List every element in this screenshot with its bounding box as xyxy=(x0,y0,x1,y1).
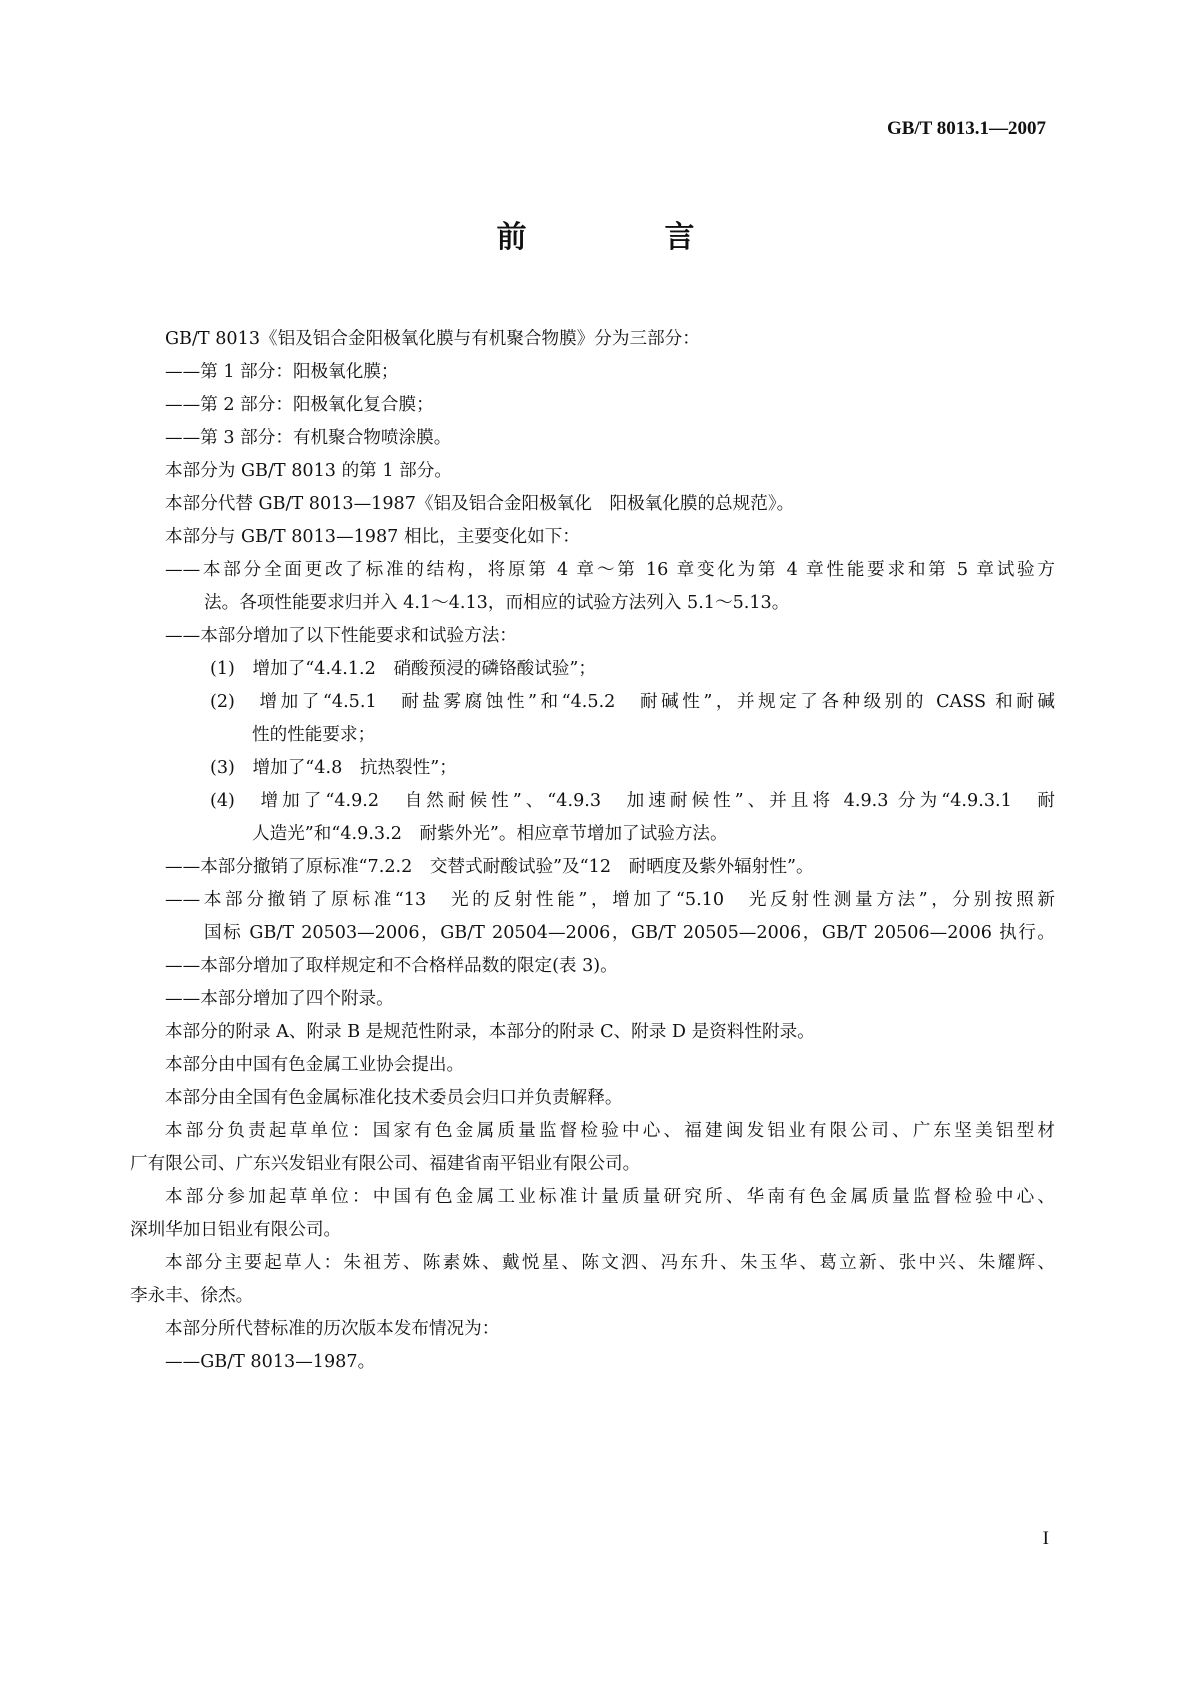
list-item: ——第 1 部分：阳极氧化膜； xyxy=(165,362,399,382)
paragraph-line: 李永丰、徐杰。 xyxy=(130,1286,254,1306)
paragraph-line: 本部分与 GB/T 8013—1987 相比，主要变化如下： xyxy=(165,527,580,547)
page-number: I xyxy=(1042,1528,1049,1549)
list-item-continuation: 法。各项性能要求归并入 4.1～4.13，而相应的试验方法列入 5.1～5.13。 xyxy=(204,593,790,613)
list-item: ——本部分增加了取样规定和不合格样品数的限定(表 3)。 xyxy=(165,956,618,976)
list-item: ——本部分增加了四个附录。 xyxy=(165,989,394,1009)
paragraph-line: 本部分代替 GB/T 8013—1987《铝及铝合金阳极氧化 阳极氧化膜的总规范》。 xyxy=(165,494,795,514)
list-item: ——本部分增加了以下性能要求和试验方法： xyxy=(165,626,517,646)
foreword-body xyxy=(130,323,1055,1379)
paragraph-line: 本部分主要起草人：朱祖芳、陈素姝、戴悦星、陈文泗、冯东升、朱玉华、葛立新、张中兴、朱耀辉、 xyxy=(165,1253,1055,1273)
paragraph-line: 本部分由全国有色金属标准化技术委员会归口并负责解释。 xyxy=(165,1088,623,1108)
paragraph-line: 本部分负责起草单位：国家有色金属质量监督检验中心、福建闽发铝业有限公司、广东坚美铝型材 xyxy=(165,1121,1055,1141)
list-item: ——本部分撤销了原标准“7.2.2 交替式耐酸试验”及“12 耐晒度及紫外辐射性”。 xyxy=(165,857,814,877)
paragraph-line: 本部分为 GB/T 8013 的第 1 部分。 xyxy=(165,461,452,481)
paragraph-line: 深圳华加日铝业有限公司。 xyxy=(130,1220,342,1240)
list-item: ——本部分全面更改了标准的结构，将原第 4 章～第 16 章变化为第 4 章性能要求和第 5 章试验方 xyxy=(165,560,1055,580)
sub-list-item-continuation: 性的性能要求； xyxy=(252,725,376,745)
sub-list-item: (4) 增加了“4.9.2 自然耐候性”、“4.9.3 加速耐候性”、并且将 4.9.3 分为“4.9.3.1 耐 xyxy=(210,791,1055,811)
sub-list-item: (2) 增加了“4.5.1 耐盐雾腐蚀性”和“4.5.2 耐碱性”，并规定了各种级别的 CASS 和耐碱 xyxy=(210,692,1055,712)
list-item: ——第 3 部分：有机聚合物喷涂膜。 xyxy=(165,428,452,448)
sub-list-item: (1) 增加了“4.4.1.2 硝酸预浸的磷铬酸试验”； xyxy=(210,659,596,679)
list-item: ——第 2 部分：阳极氧化复合膜； xyxy=(165,395,434,415)
sub-list-item: (3) 增加了“4.8 抗热裂性”； xyxy=(210,758,457,778)
paragraph-line: 本部分参加起草单位：中国有色金属工业标准计量质量研究所、华南有色金属质量监督检验中心、 xyxy=(165,1187,1055,1207)
list-item: ——本部分撤销了原标准“13 光的反射性能”，增加了“5.10 光反射性测量方法”，分别按照新 xyxy=(165,890,1055,910)
paragraph-line: 本部分由中国有色金属工业协会提出。 xyxy=(165,1055,465,1075)
paragraph-line: 本部分的附录 A、附录 B 是规范性附录，本部分的附录 C、附录 D 是资料性附录。 xyxy=(165,1022,815,1042)
paragraph-line: 厂有限公司、广东兴发铝业有限公司、福建省南平铝业有限公司。 xyxy=(130,1154,641,1174)
list-item: ——GB/T 8013—1987。 xyxy=(165,1352,376,1372)
paragraph-line: GB/T 8013《铝及铝合金阳极氧化膜与有机聚合物膜》分为三部分： xyxy=(165,329,700,349)
sub-list-item-continuation: 人造光”和“4.9.3.2 耐紫外光”。相应章节增加了试验方法。 xyxy=(252,824,728,844)
paragraph-line: 本部分所代替标准的历次版本发布情况为： xyxy=(165,1319,500,1339)
list-item-continuation: 国标 GB/T 20503—2006，GB/T 20504—2006，GB/T 20505—2006，GB/T 20506—2006 执行。 xyxy=(204,923,1055,943)
page-title: 前 言 xyxy=(496,220,749,255)
standard-code: GB/T 8013.1—2007 xyxy=(886,118,1046,139)
